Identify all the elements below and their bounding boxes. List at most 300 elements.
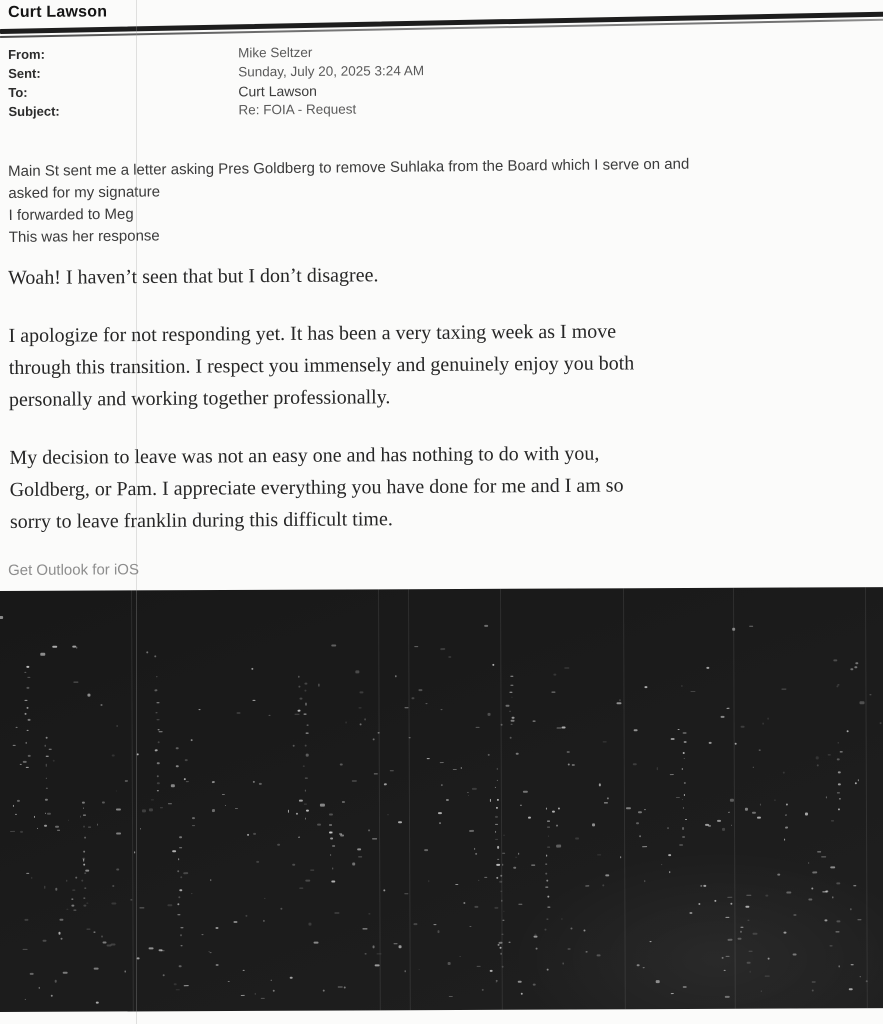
header-rule [0, 12, 883, 38]
noise-speck [729, 799, 733, 801]
noise-speck [42, 939, 47, 942]
noise-speck [683, 732, 686, 734]
noise-speck [495, 839, 498, 840]
noise-speck [726, 956, 730, 957]
noise-speck [749, 626, 753, 627]
noise-speck [642, 846, 647, 847]
noise-speck [158, 742, 160, 743]
noise-speck [669, 871, 670, 873]
noise-speck [836, 931, 840, 932]
noise-speck [683, 752, 685, 754]
noise-speck [679, 844, 682, 846]
noise-speck [808, 898, 812, 900]
noise-speck [161, 950, 165, 951]
noise-speck [643, 967, 645, 969]
noise-speck [859, 977, 861, 978]
noise-speck [212, 809, 216, 811]
noise-speck [192, 817, 195, 819]
response-block [8, 256, 850, 564]
noise-speck [497, 858, 499, 859]
noise-speck [83, 897, 85, 898]
noise-speck [306, 724, 308, 726]
noise-speck [60, 937, 62, 940]
noise-speck [854, 666, 857, 668]
noise-speck [700, 885, 702, 887]
noise-speck [198, 709, 201, 710]
noise-speck [63, 972, 68, 974]
noise-speck [731, 824, 732, 826]
noise-speck [332, 845, 335, 846]
noise-speck [72, 905, 75, 907]
noise-speck [81, 880, 83, 881]
noise-speck [683, 986, 687, 988]
noise-speck [767, 718, 768, 720]
noise-speck [60, 918, 64, 920]
noise-speck [24, 700, 27, 701]
noise-speck [26, 730, 28, 731]
noise-speck [511, 675, 514, 676]
noise-speck [515, 753, 518, 755]
noise-speck [561, 919, 563, 920]
noise-speck [520, 993, 522, 995]
noise-speck [30, 973, 35, 975]
noise-speck [180, 876, 183, 878]
noise-speck [681, 685, 682, 688]
noise-speck [358, 707, 362, 708]
noise-speck [831, 866, 836, 868]
noise-speck [16, 727, 18, 728]
redaction-noise [0, 587, 883, 1012]
noise-speck [682, 799, 683, 801]
noise-speck [340, 835, 344, 837]
noise-speck [398, 821, 402, 823]
noise-speck [626, 807, 631, 809]
noise-speck [308, 923, 311, 926]
noise-speck [509, 710, 510, 712]
noise-speck [774, 799, 775, 801]
noise-speck [808, 863, 809, 864]
noise-speck [202, 934, 204, 935]
scan-fold-line [136, 0, 137, 1024]
noise-speck [667, 827, 670, 829]
noise-speck [176, 989, 180, 991]
noise-speck [116, 808, 121, 810]
sent-label: Sent: [8, 65, 41, 81]
noise-speck [545, 886, 548, 887]
noise-speck [833, 659, 837, 661]
noise-speck [252, 781, 255, 783]
noise-speck [546, 855, 547, 857]
noise-speck [72, 646, 76, 648]
noise-speck [44, 745, 46, 747]
noise-speck [0, 616, 3, 618]
noise-speck [837, 758, 840, 760]
noise-speck [836, 882, 840, 884]
noise-speck [482, 989, 483, 991]
noise-speck [298, 709, 301, 711]
noise-speck [263, 919, 264, 921]
noise-speck [879, 722, 881, 724]
noise-speck [176, 765, 179, 767]
noise-speck [151, 799, 154, 800]
noise-speck [332, 881, 335, 883]
noise-speck [512, 716, 515, 718]
noise-speck [192, 825, 196, 826]
noise-speck [838, 772, 841, 774]
noise-speck [689, 912, 693, 914]
noise-speck [17, 800, 20, 802]
noise-speck [815, 757, 818, 759]
noise-speck [728, 811, 730, 813]
noise-speck [364, 953, 366, 954]
noise-speck [649, 941, 652, 943]
noise-speck [562, 963, 564, 965]
redaction-seam [131, 590, 134, 1011]
noise-speck [463, 902, 465, 904]
noise-speck [812, 981, 816, 982]
noise-speck [599, 783, 601, 786]
noise-speck [683, 807, 684, 809]
noise-speck [155, 750, 157, 752]
noise-speck [253, 833, 256, 835]
noise-speck [177, 871, 179, 873]
noise-speck [639, 835, 641, 837]
noise-speck [717, 819, 721, 821]
noise-speck [850, 908, 852, 910]
noise-speck [740, 931, 742, 933]
noise-speck [661, 864, 662, 865]
noise-speck [28, 755, 31, 757]
noise-speck [73, 889, 75, 891]
noise-speck [502, 965, 504, 967]
noise-speck [372, 946, 375, 948]
noise-speck [82, 802, 85, 804]
noise-speck [603, 884, 604, 886]
noise-speck [515, 856, 517, 857]
noise-speck [745, 808, 748, 811]
noise-speck [41, 653, 45, 656]
noise-speck [496, 768, 498, 770]
noise-speck [548, 835, 549, 837]
noise-speck [440, 709, 443, 710]
noise-speck [474, 848, 476, 850]
noise-speck [683, 782, 686, 784]
noise-speck [683, 758, 684, 759]
noise-speck [50, 995, 52, 997]
noise-speck [777, 873, 781, 875]
intro-paragraph: Main St sent me a letter asking Pres Goldberg to remove Suhlaka from the Board which I serve on and asked for my signature I forwarded to Meg This was her response [8, 155, 690, 246]
noise-speck [494, 906, 498, 908]
noise-speck [851, 964, 854, 965]
noise-speck [331, 645, 336, 646]
noise-speck [461, 767, 463, 769]
noise-speck [583, 929, 586, 932]
noise-speck [495, 980, 498, 983]
noise-speck [159, 807, 163, 808]
noise-speck [633, 763, 637, 765]
noise-speck [103, 942, 107, 944]
noise-speck [142, 809, 146, 812]
noise-speck [241, 994, 245, 996]
noise-speck [748, 920, 750, 921]
noise-speck [596, 954, 600, 957]
noise-speck [304, 683, 307, 685]
noise-speck [503, 835, 505, 836]
noise-speck [440, 784, 443, 786]
noise-speck [352, 780, 357, 781]
noise-speck [585, 885, 589, 887]
redaction-seam [408, 589, 411, 1010]
noise-speck [46, 788, 48, 789]
noise-speck [332, 868, 333, 870]
noise-speck [74, 681, 78, 682]
noise-speck [571, 764, 575, 766]
noise-speck [490, 799, 491, 801]
noise-speck [181, 927, 184, 928]
noise-speck [727, 708, 730, 709]
noise-speck [575, 837, 579, 839]
noise-speck [54, 980, 57, 983]
noise-speck [825, 890, 828, 892]
noise-speck [334, 913, 339, 914]
noise-speck [37, 828, 38, 829]
noise-speck [174, 984, 177, 985]
noise-speck [597, 854, 601, 856]
noise-speck [709, 742, 712, 744]
noise-speck [484, 625, 489, 627]
noise-speck [369, 913, 371, 915]
noise-speck [478, 879, 480, 880]
noise-speck [468, 795, 470, 796]
noise-speck [448, 656, 451, 658]
noise-speck [567, 948, 570, 949]
noise-speck [314, 941, 319, 943]
noise-speck [510, 737, 512, 739]
noise-speck [518, 904, 522, 905]
noise-speck [725, 996, 729, 998]
noise-speck [298, 675, 299, 677]
noise-speck [495, 816, 498, 818]
noise-speck [216, 927, 219, 929]
noise-speck [428, 880, 430, 882]
noise-speck [317, 823, 321, 825]
noise-speck [467, 791, 469, 792]
noise-speck [306, 810, 309, 812]
noise-speck [344, 987, 346, 989]
noise-speck [365, 719, 366, 720]
noise-speck [676, 797, 681, 798]
noise-speck [25, 999, 27, 1000]
noise-speck [44, 886, 46, 889]
noise-speck [26, 707, 28, 709]
noise-speck [826, 797, 827, 799]
noise-speck [338, 986, 342, 988]
noise-speck [722, 828, 725, 831]
noise-speck [185, 759, 188, 762]
noise-speck [838, 783, 841, 785]
noise-speck [303, 713, 306, 714]
noise-speck [154, 689, 157, 691]
noise-speck [277, 844, 280, 846]
noise-speck [671, 993, 675, 994]
noise-speck [546, 872, 548, 874]
noise-speck [27, 873, 30, 874]
noise-speck [518, 853, 520, 855]
noise-speck [438, 812, 442, 814]
noise-speck [488, 754, 490, 756]
noise-speck [28, 677, 31, 678]
noise-speck [399, 946, 402, 948]
noise-speck [186, 781, 189, 782]
noise-speck [765, 975, 770, 977]
noise-speck [74, 910, 77, 911]
noise-speck [184, 985, 189, 987]
noise-speck [373, 773, 378, 774]
noise-speck [733, 628, 736, 631]
noise-speck [310, 869, 314, 871]
noise-speck [745, 906, 750, 908]
noise-speck [360, 723, 362, 726]
noise-speck [156, 712, 158, 713]
noise-speck [75, 877, 77, 879]
noise-speck [536, 948, 538, 949]
noise-speck [682, 836, 685, 838]
noise-speck [495, 831, 496, 833]
noise-speck [10, 831, 15, 832]
noise-speck [567, 752, 569, 753]
noise-speck [706, 666, 710, 669]
noise-speck [644, 809, 646, 810]
noise-speck [300, 698, 303, 700]
noise-speck [785, 827, 788, 828]
noise-speck [84, 887, 87, 888]
noise-speck [813, 871, 817, 873]
noise-speck [441, 648, 446, 650]
noise-speck [68, 819, 69, 820]
noise-speck [243, 970, 244, 971]
noise-speck [24, 672, 26, 674]
noise-speck [502, 863, 504, 865]
noise-speck [259, 783, 262, 785]
noise-speck [785, 815, 787, 816]
noise-speck [178, 858, 179, 860]
noise-speck [831, 820, 834, 821]
noise-speck [476, 853, 478, 855]
noise-speck [734, 743, 736, 745]
noise-speck [531, 864, 534, 866]
noise-speck [425, 703, 427, 704]
noise-speck [767, 957, 769, 960]
noise-speck [703, 885, 706, 887]
noise-speck [168, 905, 173, 907]
noise-speck [455, 884, 458, 885]
noise-speck [296, 812, 298, 815]
noise-speck [558, 808, 560, 810]
noise-speck [179, 847, 182, 849]
noise-speck [329, 814, 332, 816]
noise-speck [677, 729, 679, 731]
noise-speck [496, 864, 499, 866]
redaction-seam [623, 588, 626, 1009]
noise-speck [836, 921, 840, 923]
noise-speck [753, 767, 754, 768]
noise-speck [606, 798, 608, 799]
noise-speck [446, 799, 449, 802]
noise-speck [497, 846, 499, 848]
noise-speck [25, 741, 27, 743]
noise-speck [592, 824, 595, 826]
noise-speck [869, 694, 872, 695]
noise-speck [271, 979, 272, 981]
noise-speck [57, 830, 60, 831]
noise-speck [191, 893, 193, 894]
noise-speck [113, 885, 115, 886]
noise-speck [752, 812, 756, 814]
noise-speck [323, 990, 325, 992]
noise-speck [156, 676, 158, 677]
noise-speck [355, 671, 360, 673]
noise-speck [547, 968, 549, 970]
noise-speck [19, 763, 22, 764]
noise-speck [305, 733, 308, 734]
noise-speck [644, 880, 645, 883]
noise-speck [510, 720, 514, 722]
noise-speck [59, 932, 61, 935]
noise-speck [83, 807, 84, 808]
noise-speck [439, 762, 444, 763]
noise-speck [340, 764, 343, 766]
noise-speck [783, 931, 787, 934]
noise-speck [656, 768, 657, 770]
noise-speck [265, 897, 266, 899]
noise-speck [237, 712, 241, 715]
response-paragraph-3: My decision to leave was not an easy one and has nothing to do with you, Goldberg, or Pam. I appreciate everything you have done for me and I am so sorry to leave franklin during this difficult time. [9, 442, 624, 533]
noise-speck [786, 804, 788, 805]
get-outlook-link[interactable]: Get Outlook for iOS [8, 561, 139, 579]
noise-speck [246, 915, 248, 917]
noise-speck [101, 935, 102, 938]
noise-speck [685, 819, 687, 820]
noise-speck [97, 823, 98, 825]
noise-speck [586, 951, 588, 953]
noise-speck [281, 908, 283, 910]
noise-speck [604, 802, 608, 804]
noise-speck [137, 753, 139, 755]
noise-speck [149, 809, 153, 811]
noise-speck [288, 810, 289, 812]
noise-speck [616, 702, 621, 704]
noise-speck [427, 758, 430, 759]
redaction-seam [865, 587, 868, 1008]
noise-speck [124, 970, 125, 972]
noise-speck [372, 838, 377, 840]
noise-speck [547, 820, 550, 821]
noise-speck [548, 896, 550, 898]
noise-speck [495, 787, 496, 788]
noise-speck [66, 879, 68, 881]
noise-speck [487, 713, 490, 715]
noise-speck [449, 996, 453, 998]
noise-speck [836, 792, 839, 793]
noise-speck [289, 977, 293, 978]
noise-speck [45, 737, 47, 739]
redaction-block [0, 587, 883, 1012]
noise-speck [500, 953, 501, 955]
noise-speck [619, 699, 621, 701]
noise-speck [330, 855, 331, 856]
noise-speck [147, 652, 149, 654]
noise-speck [821, 856, 825, 858]
